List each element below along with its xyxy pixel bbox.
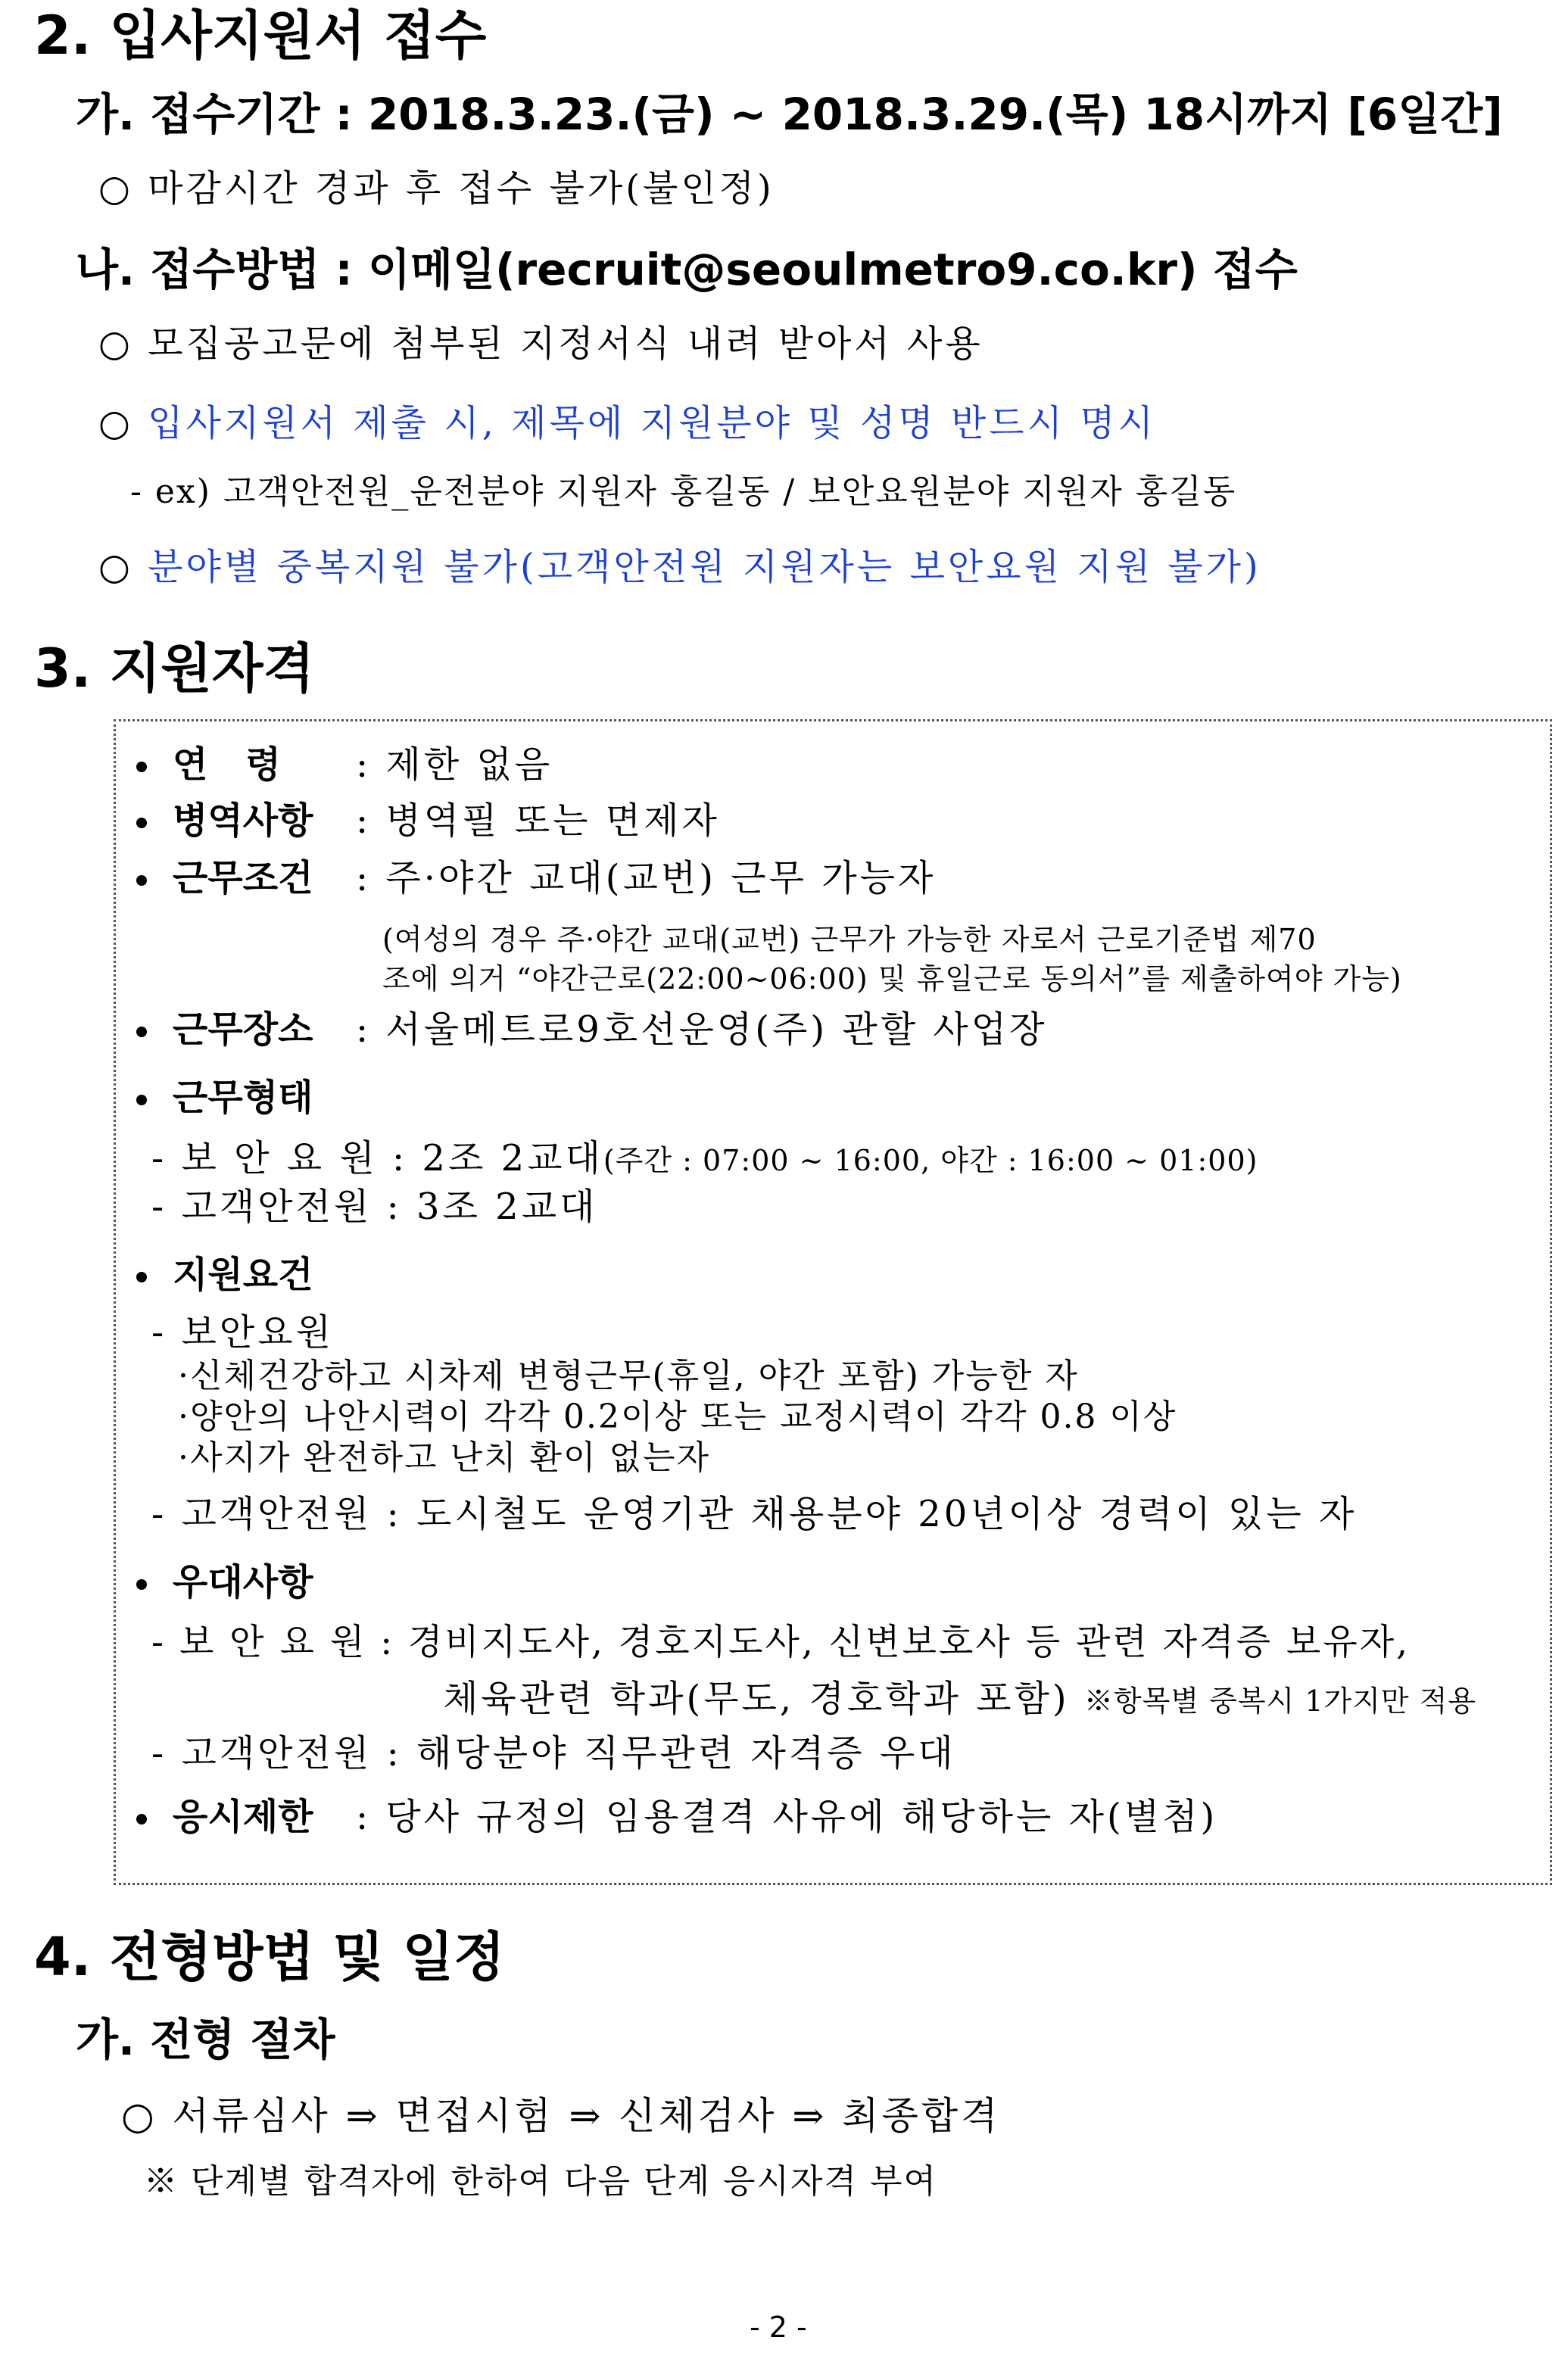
workcond-note-1: (여성의 경우 주·야간 교대(교번) 근무가 가능한 자로서 근로기준법 제70: [382, 923, 1317, 956]
place-label: 근무장소: [173, 1008, 313, 1051]
item-mark: ○: [98, 546, 133, 588]
form-security: [151, 1137, 1258, 1179]
bullet-icon: [136, 818, 147, 828]
req-security-item: ·신체건강하고 시차제 변형근무(휴일, 야간 포함) 가능한 자: [178, 1357, 1079, 1395]
section-2b-example: - ex) 고객안전원_운전분야 지원자 홍길동 / 보안요원분야 지원자 홍길동: [130, 472, 1237, 511]
bullet-icon: [136, 875, 147, 886]
workcond-label: 근무조건: [173, 857, 313, 899]
page-number: - 2 -: [750, 2311, 807, 2344]
section-2b-item-2: [98, 402, 1156, 444]
pref-security-2-text: 체육관련 학과(무도, 경호학과 포함): [443, 1678, 1070, 1720]
bullet-icon: [136, 1027, 147, 1037]
section-4a-heading: 가. 전형 절차: [76, 2014, 335, 2065]
req-label: 지원요건: [173, 1254, 313, 1296]
req-security-item: ·사지가 완전하고 난치 환이 없는자: [178, 1438, 710, 1477]
section-4a-note: ※ 단계별 합격자에 한하여 다음 단계 응시자격 부여: [144, 2162, 937, 2201]
req-security-item: ·양안의 나안시력이 각각 0.2이상 또는 교정시력이 각각 0.8 이상: [178, 1398, 1177, 1436]
pref-security-2: [443, 1678, 1477, 1720]
pref-security-1: - 보 안 요 원 : 경비지도사, 경호지도사, 신변보호사 등 관련 자격증 보유자,: [151, 1622, 1411, 1663]
bullet-icon: [136, 762, 147, 772]
limit-value: : 당사 규정의 임용결격 사유에 해당하는 자(별첨): [356, 1796, 1218, 1838]
bullet-icon: [136, 1272, 147, 1282]
bullet-icon: [136, 1095, 147, 1105]
section-2a-heading: 가. 접수기간 : 2018.3.23.(금) ~ 2018.3.29.(목) 18시까지 [6일간]: [76, 89, 1503, 140]
section-2a-item: ○ 마감시간 경과 후 접수 불가(불인정): [98, 167, 775, 210]
req-safety: - 고객안전원 : 도시철도 운영기관 채용분야 20년이상 경력이 있는 자: [151, 1493, 1358, 1535]
section-4a-steps: ○ 서류심사 ⇒ 면접시험 ⇒ 신체검사 ⇒ 최종합격: [121, 2094, 1001, 2138]
limit-label: 응시제한: [173, 1796, 313, 1838]
item-mark: ○: [98, 402, 133, 444]
age-value: : 제한 없음: [356, 743, 553, 786]
pref-security-note: ※항목별 중복시 1가지만 적용: [1083, 1684, 1477, 1718]
military-label: 병역사항: [173, 799, 313, 842]
age-label: 연 령: [173, 743, 281, 786]
form-security-text: - 보 안 요 원 : 2조 2교대: [151, 1137, 603, 1179]
section-2-title: 2. 입사지원서 접수: [34, 5, 487, 67]
section-4-title: 4. 전형방법 및 일정: [34, 1926, 505, 1988]
item-2-text: 입사지원서 제출 시, 제목에 지원분야 및 성명 반드시 명시: [148, 402, 1156, 444]
section-2b-item-1: ○ 모집공고문에 첨부된 지정서식 내려 받아서 사용: [98, 323, 984, 365]
pref-safety: - 고객안전원 : 해당분야 직무관련 자격증 우대: [151, 1732, 956, 1775]
military-value: : 병역필 또는 면제자: [356, 799, 720, 842]
form-safety: - 고객안전원 : 3조 2교대: [151, 1186, 598, 1228]
bullet-icon: [136, 1814, 147, 1824]
pref-label: 우대사항: [173, 1561, 313, 1603]
req-security: - 보안요원: [151, 1311, 334, 1354]
form-label: 근무형태: [173, 1077, 313, 1119]
item-3-text: 분야별 중복지원 불가(고객안전원 지원자는 보안요원 지원 불가): [148, 546, 1261, 588]
form-security-note: (주간 : 07:00 ~ 16:00, 야간 : 16:00 ~ 01:00): [603, 1144, 1258, 1177]
workcond-value: : 주·야간 교대(교번) 근무 가능자: [356, 857, 937, 899]
section-3-title: 3. 지원자격: [34, 637, 315, 700]
workcond-note-2: 조에 의거 “야간근로(22:00~06:00) 및 휴일근로 동의서”를 제출하여야 가능): [382, 962, 1402, 996]
section-2b-item-3: [98, 546, 1261, 588]
place-value: : 서울메트로9호선운영(주) 관할 사업장: [356, 1008, 1048, 1051]
bullet-icon: [136, 1579, 147, 1590]
section-2b-heading: 나. 접수방법 : 이메일(recruit@seoulmetro9.co.kr) 접수: [76, 244, 1298, 295]
